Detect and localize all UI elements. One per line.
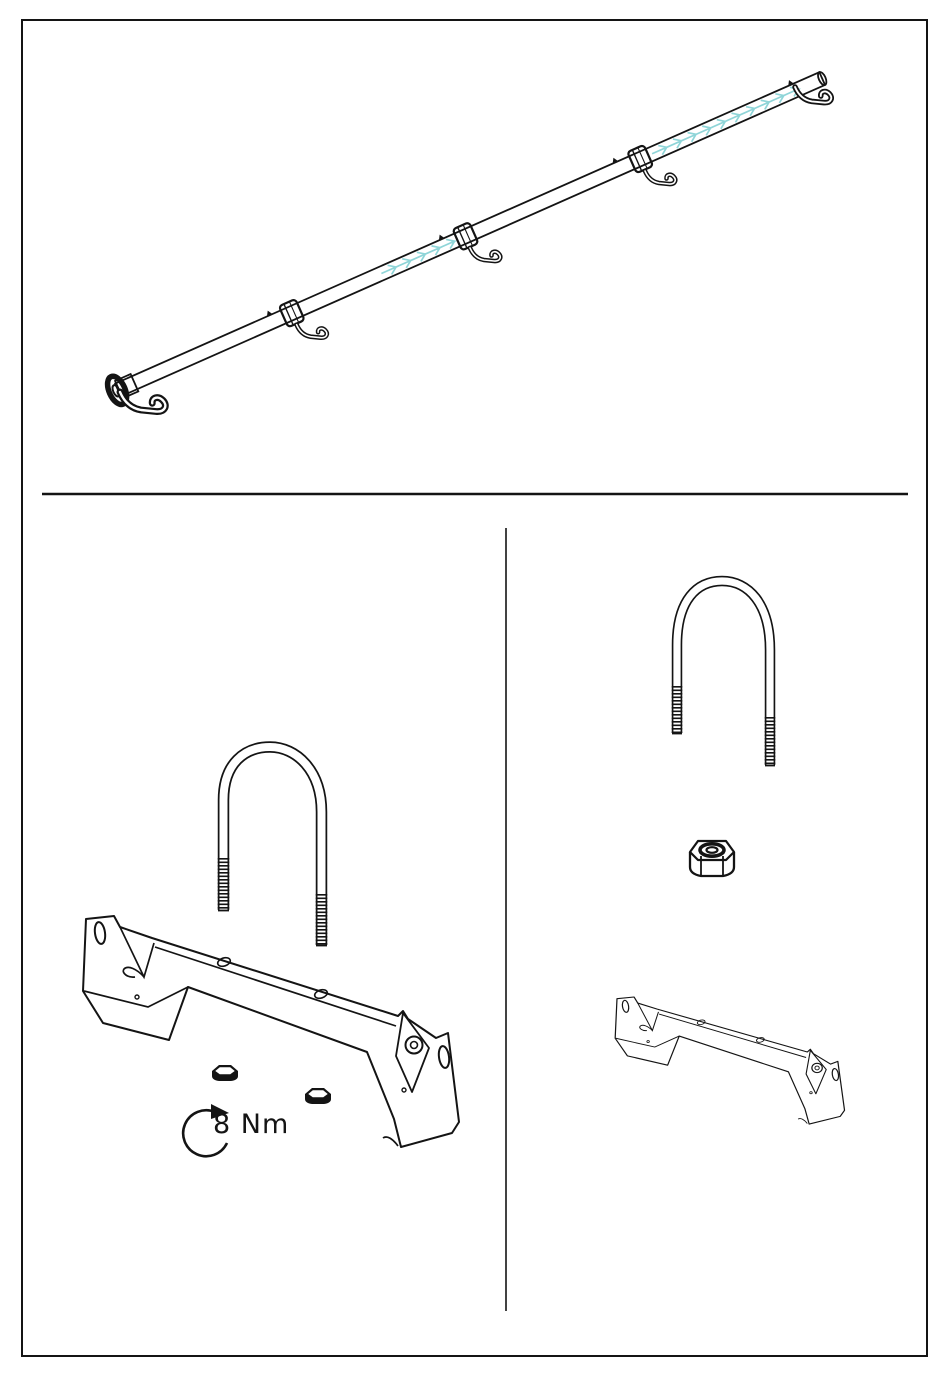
u-bolt-icon <box>672 581 775 766</box>
left-panel-illustration <box>83 747 459 1156</box>
page-border <box>22 20 927 1356</box>
hook-bracket-icon <box>470 248 500 261</box>
torque-annotation <box>183 1104 289 1156</box>
mounting-bracket-icon <box>615 997 844 1124</box>
clamp-collar-icon <box>453 222 479 250</box>
torque-label: 8 Nm <box>213 1109 290 1140</box>
hex-nut-icon <box>305 1088 331 1104</box>
clamp-collar-icon <box>279 299 305 327</box>
hook-bracket-icon <box>645 171 675 184</box>
lock-nut-icon <box>690 841 734 876</box>
locating-pin-icon <box>265 79 794 317</box>
clamp-collar-icon <box>627 145 653 173</box>
u-bolt-icon <box>218 747 327 946</box>
right-panel-illustration <box>615 581 844 1124</box>
alignment-marking-icon <box>379 84 800 278</box>
hex-nut-icon <box>212 1065 238 1081</box>
tube-assembly-illustration <box>104 63 832 411</box>
hook-bracket-icon <box>297 325 327 338</box>
